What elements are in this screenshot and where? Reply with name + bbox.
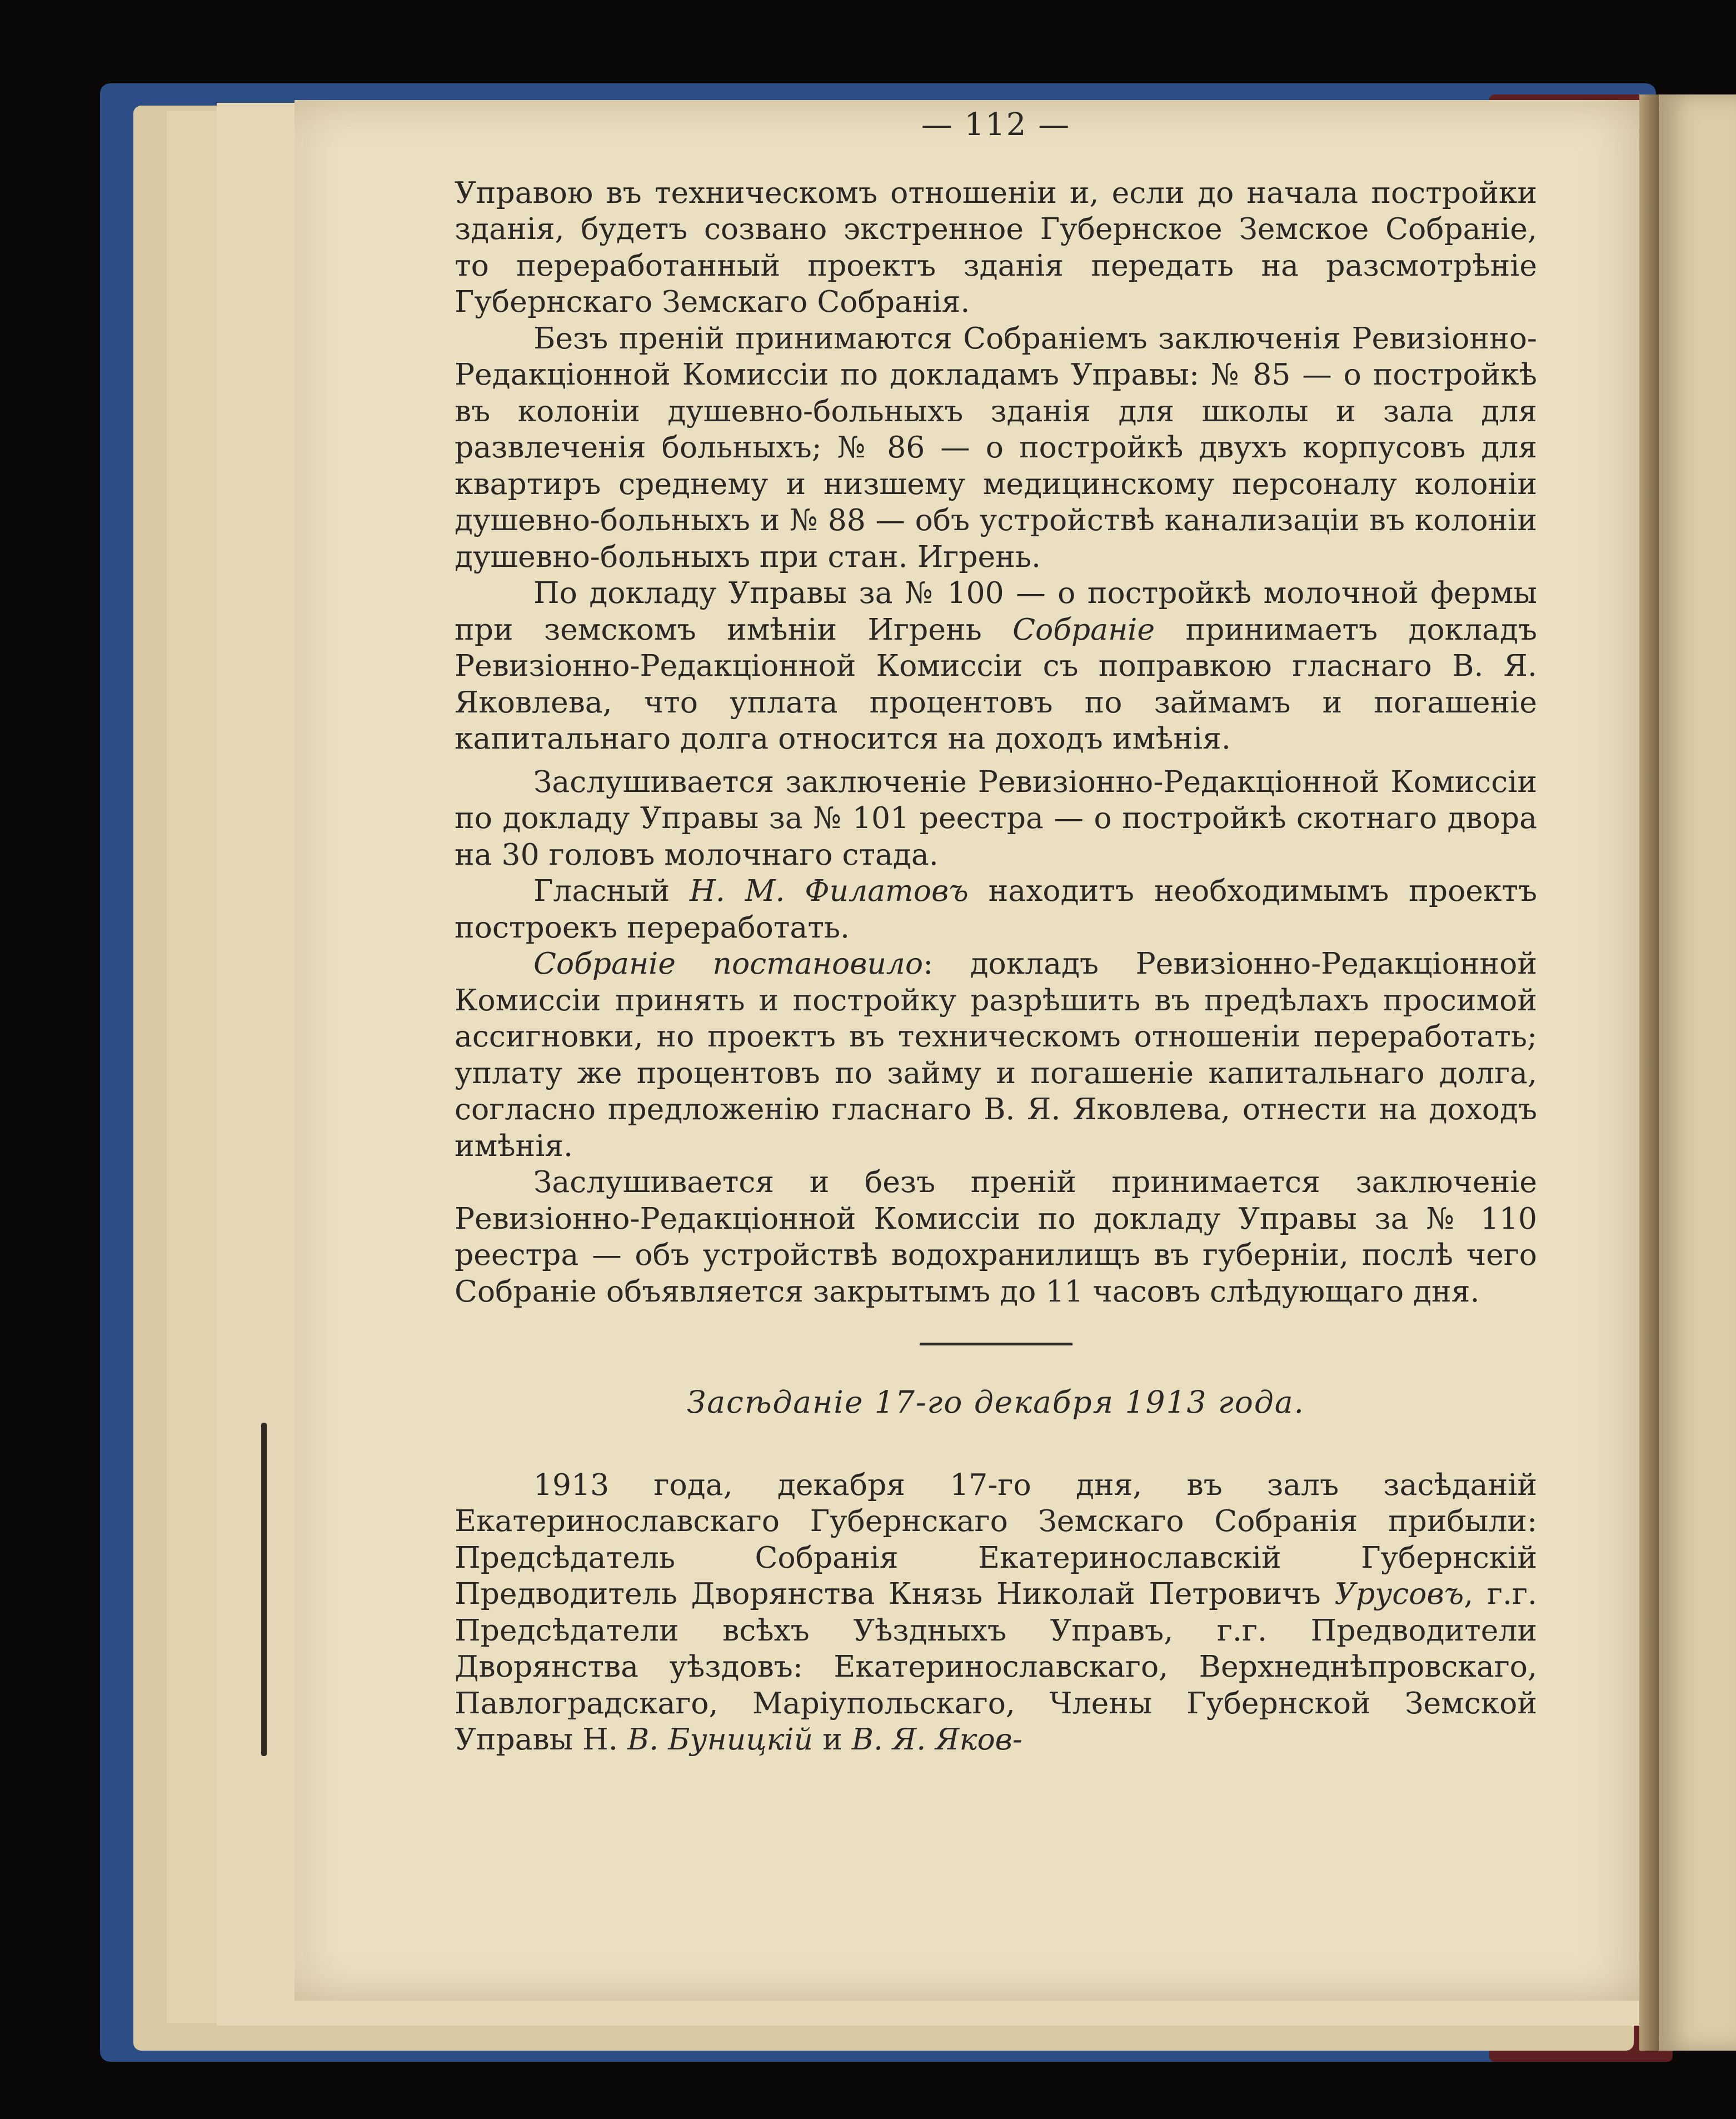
person-name: Н. М. Филатовъ [690, 873, 969, 908]
paragraph: Управою въ техническомъ отношеніи и, если до начала постройки зданія, будетъ созвано экстренное Губернское Земское Собраніе, то переработанный проектъ зданія передать на разсмотрѣніе Губернскаго Земскаго Собранія. [455, 174, 1537, 319]
paragraph-text: 1913 года, декабря 17-го дня, въ залъ засѣданій Екатеринославскаго Губернскаго Земскаго Собранія прибыли: Предсѣдатель Собранія Екатеринославскій Губернскій Предводитель Дворянства Князь Николай Петровичъ [455, 1467, 1537, 1611]
paragraph-text: , г.г. Предсѣдатели всѣхъ Уѣздныхъ Управъ, г.г. Предводители Дворянства уѣздовъ: Екатеринославскаго, Верхнеднѣпровскаго, Павлоградскаго, Маріупольскаго, Члены Губернской Земской Управы Н. [455, 1576, 1538, 1757]
page-number: — 112 — [921, 107, 1071, 143]
paragraph [455, 575, 1537, 757]
person-name: В. Я. Яков- [851, 1722, 1022, 1757]
paragraph [455, 1467, 1537, 1758]
paragraph-text: находитъ необходимымъ проектъ построекъ переработать. [455, 873, 1538, 945]
page-edge-shadow [261, 1423, 267, 1756]
person-name: Урусовъ [1334, 1576, 1464, 1611]
paragraph-text: : докладъ Ревизіонно-Редакціонной Комиссіи принять и постройку разрѣшить въ предѣлахъ просимой ассигновки, но проектъ въ техническомъ отношеніи переработать; уплату же процентовъ по займу и погашеніе капитальнаго долга, согласно предложенію гласнаго В. Я. Яковлева, отнести на доходъ имѣнія. [455, 946, 1537, 1163]
paragraph-text: Гласный [533, 873, 690, 908]
book-gutter [1639, 94, 1662, 2051]
person-name: В. Буницкій [627, 1722, 814, 1757]
paragraph-text: и [813, 1722, 852, 1757]
paragraph: Заслушивается заключеніе Ревизіонно-Редакціонной Комиссіи по докладу Управы за № 101 реестра — о постройкѣ скотнаго двора на 30 головъ молочнаго стада. [455, 764, 1537, 872]
paragraph: Безъ преній принимаются Собраніемъ заключенія Ревизіонно-Редакціонной Комиссіи по докладамъ Управы: № 85 — о постройкѣ въ колоніи душевно-больныхъ зданія для школы и зала для развлеченія больныхъ; № 86 — о постройкѣ двухъ корпусовъ для квартиръ среднему и низшему медицинскому персоналу колоніи душевно-больныхъ и № 88 — объ устройствѣ канализаціи въ колоніи душевно-больныхъ при стан. Игрень. [455, 320, 1537, 574]
paragraph-text: принимаетъ докладъ Ревизіонно-Редакціонной Комиссіи съ поправкою гласнаго В. Я. Яковлева, что уплата процентовъ по займамъ и погашеніе капитальнаго долга относится на доходъ имѣнія. [455, 611, 1537, 756]
paragraph: Заслушивается и безъ преній принимается заключеніе Ревизіонно-Редакціонной Комиссіи по докладу Управы за № 110 реестра — объ устройствѣ водохранилищъ въ губерніи, послѣ чего Собраніе объявляется закрытымъ до 11 часовъ слѣдующаго дня. [455, 1164, 1537, 1309]
paragraph [455, 872, 1537, 945]
emphasis-text: Собраніе постановило [533, 946, 924, 981]
emphasis-text: Собраніе [1012, 611, 1155, 647]
paragraph-text: По докладу Управы за № 100 — о постройкѣ молочной фермы при земскомъ имѣніи Игрень [455, 575, 1537, 647]
paragraph [455, 945, 1537, 1164]
section-divider [920, 1343, 1072, 1345]
section-heading: Засѣданіе 17-го декабря 1913 года. [686, 1384, 1305, 1420]
page-text [455, 107, 1537, 1758]
facing-page [1659, 94, 1736, 2051]
